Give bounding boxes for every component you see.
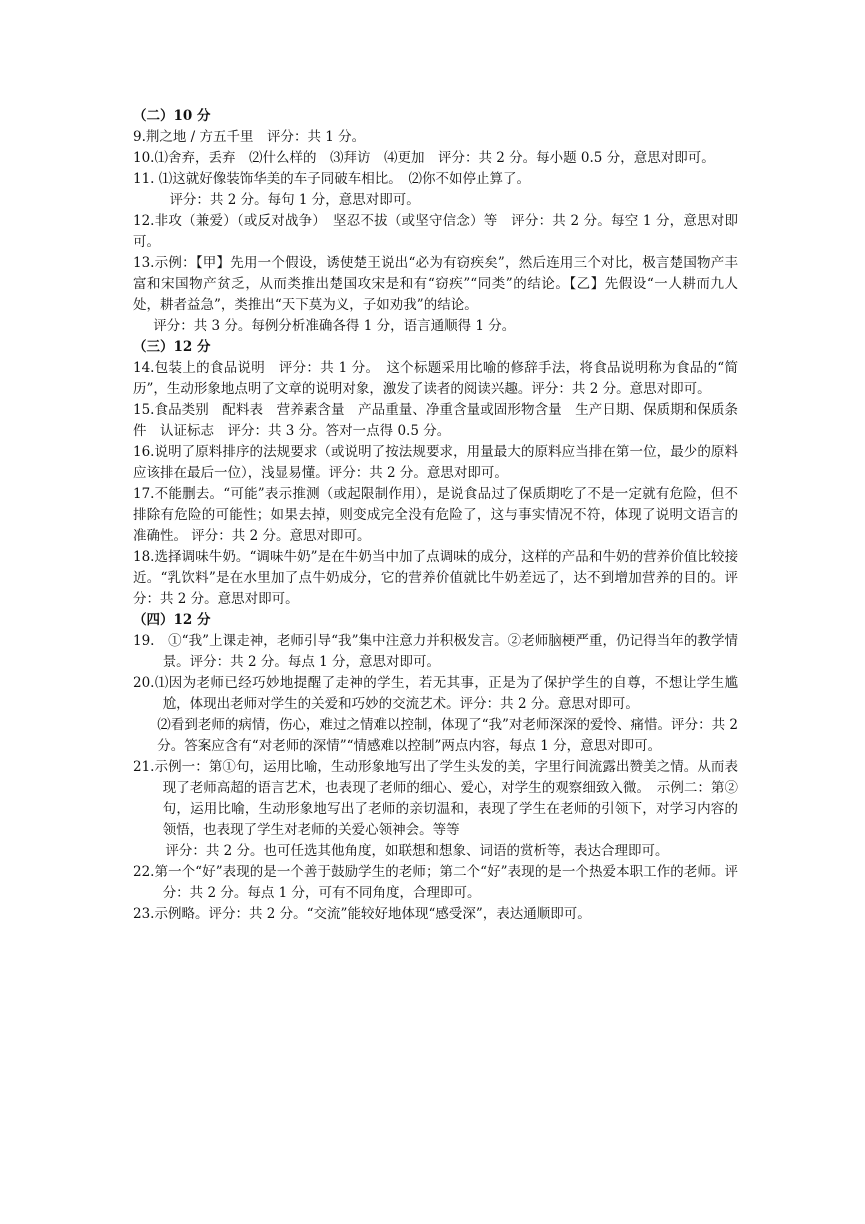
section-header-4: （四）12 分 [133,612,211,628]
section-header-3: （三）12 分 [133,339,211,355]
answer-10: 10.⑴舍弃，丢弃 ⑵什么样的 ⑶拜访 ⑷更加 评分：共 2 分。每小题 0.5 分，意思对即可。 [133,150,715,166]
answer-16: 16.说明了原料排序的法规要求（或说明了按法规要求，用量最大的原料应当排在第一位，最少的原料应该排在最后一位），浅显易懂。评分：共 2 分。意思对即可。 [133,444,738,481]
section-header-2: （二）10 分 [133,108,211,124]
answer-15: 15.食品类别 配料表 营养素含量 产品重量、净重含量或固形物含量 生产日期、保质期和保质条件 认证标志 评分：共 3 分。答对一点得 0.5 分。 [133,402,738,439]
answer-21: 21.示例一：第①句，运用比喻，生动形象地写出了学生头发的美，字里行间流露出赞美之情。从而表现了老师高超的语言艺术，也表现了老师的细心、爱心，对学生的观察细致入微。 示例二：第②句，运用比喻，生动形象地写出了老师的亲切温和，表现了学生在老师的引领下，对学习内容的领悟，也表现了学生对老师的关爱心领神会。等等 [133,759,738,838]
answer-18: 18.选择调味牛奶。“调味牛奶”是在牛奶当中加了点调味的成分，这样的产品和牛奶的营养价值比较接近。“乳饮料”是在水里加了点牛奶成分，它的营养价值就比牛奶差远了，达不到增加营养的目的。评分：共 2 分。意思对即可。 [133,549,738,607]
answer-21-score: 评分：共 2 分。也可任选其他角度，如联想和想象、词语的赏析等，表达合理即可。 [165,843,669,859]
answer-23: 23.示例略。评分：共 2 分。“交流”能较好地体现“感受深”，表达通顺即可。 [133,906,591,922]
answer-22: 22.第一个“好”表现的是一个善于鼓励学生的老师；第二个“好”表现的是一个热爱本职工作的老师。评分：共 2 分。每点 1 分，可有不同角度，合理即可。 [133,864,738,901]
answer-11: 11. ⑴这就好像装饰华美的车子同破车相比。 ⑵你不如停止算了。 [133,171,531,187]
answer-20-2: ⑵看到老师的病情，伤心，难过之情难以控制，体现了“我”对老师深深的爱怜、痛惜。评分：共 2 分。答案应含有“对老师的深情”“情感难以控制”两点内容，每点 1 分，意思对即可。 [157,717,738,754]
answer-13: 13.示例：【甲】先用一个假设，诱使楚王说出“必为有窃疾矣”，然后连用三个对比，极言楚国物产丰富和宋国物产贫乏，从而类推出楚国攻宋是和有“窃疾”“同类”的结论。【乙】先假设“一人耕而九人处，耕者益急”，类推出“天下莫为义，子如劝我”的结论。 [133,255,738,313]
answer-17: 17.不能删去。“可能”表示推测（或起限制作用），是说食品过了保质期吃了不是一定就有危险，但不排除有危险的可能性；如果去掉，则变成完全没有危险了，这与事实情况不符，体现了说明文语言的准确性。 评分：共 2 分。意思对即可。 [133,486,738,544]
answer-20-1: 20.⑴因为老师已经巧妙地提醒了走神的学生，若无其事，正是为了保护学生的自尊，不想让学生尴尬，体现出老师对学生的关爱和巧妙的交流艺术。评分：共 2 分。意思对即可。 [133,675,738,712]
answer-12: 12.非攻（兼爱）（或反对战争） 坚忍不拔（或坚守信念）等 评分：共 2 分。每空 1 分，意思对即可。 [133,213,738,250]
answer-9: 9.荆之地 / 方五千里 评分：共 1 分。 [133,129,366,145]
answer-19: 19. ①“我”上课走神，老师引导“我”集中注意力并积极发言。②老师脑梗严重，仍记得当年的教学情景。评分：共 2 分。每点 1 分，意思对即可。 [133,633,738,670]
answer-11-score: 评分：共 2 分。每句 1 分，意思对即可。 [169,192,420,208]
answer-13-score: 评分：共 3 分。每例分析准确各得 1 分，语言通顺得 1 分。 [153,318,516,334]
answer-key [133,106,738,925]
answer-14: 14.包装上的食品说明 评分：共 1 分。 这个标题采用比喻的修辞手法，将食品说明称为食品的“简历”，生动形象地点明了文章的说明对象，激发了读者的阅读兴趣。评分：共 2 分。意思对即可。 [133,360,738,397]
